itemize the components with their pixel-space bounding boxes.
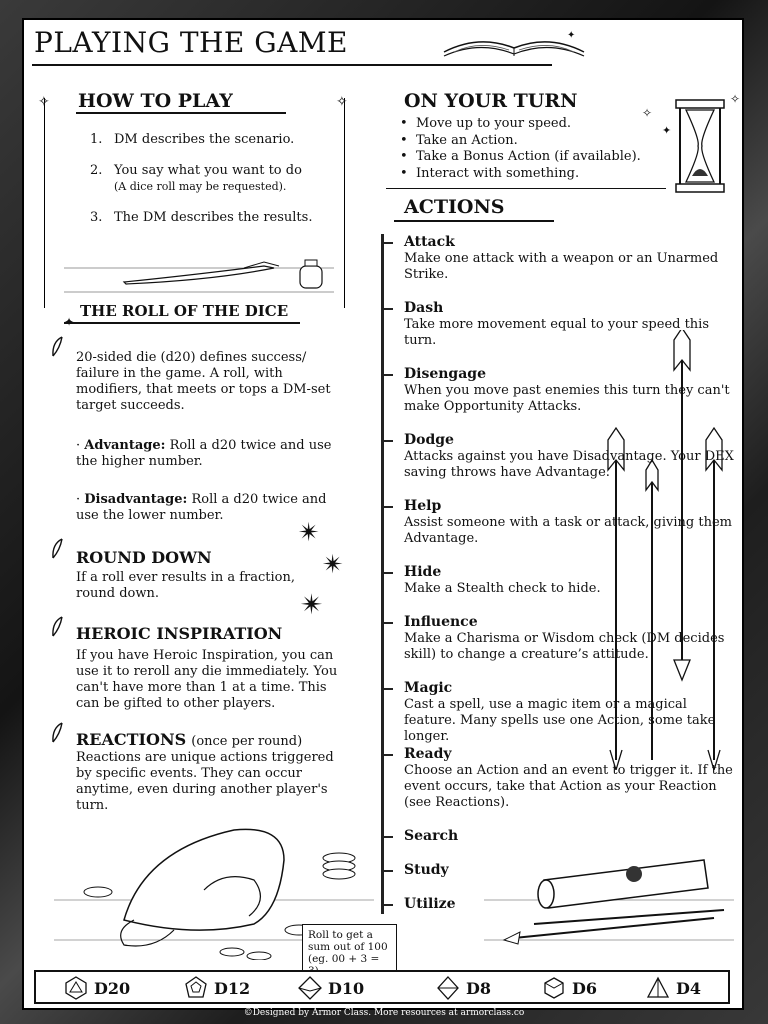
action-description: Make a Stealth check to hide. — [404, 581, 601, 596]
action-description: When you move past enemies this turn they can't make Opportunity Attacks. — [404, 383, 730, 414]
on-your-turn-list — [400, 116, 660, 182]
action-name: Hide — [404, 564, 442, 580]
star-icon: ✧ — [730, 92, 741, 106]
action-name: Help — [404, 498, 442, 514]
svg-text:✦: ✦ — [567, 30, 576, 41]
die-d20: D20 — [64, 976, 130, 1000]
title-rule — [32, 64, 552, 66]
quill-icon — [50, 616, 64, 638]
action-tick — [381, 572, 393, 574]
quill-icon — [50, 538, 64, 560]
heroic-inspiration-heading: HEROIC INSPIRATION — [76, 624, 283, 643]
action-item — [404, 498, 734, 547]
quill-ink-illustration — [64, 248, 334, 298]
heroic-inspiration-text: If you have Heroic Inspiration, you can use it to reroll any die immediately. You can't have more than 1 at a time. This can be gifted to other players. — [76, 648, 338, 711]
shuriken-icon: ✴ — [322, 550, 344, 580]
heading-rule — [394, 220, 554, 222]
d12-icon — [184, 976, 208, 1000]
how-to-play-steps — [90, 132, 340, 241]
die-d10: D10 — [298, 976, 364, 1000]
heading-rule — [64, 322, 300, 324]
star-icon: ✧ — [38, 94, 50, 110]
die-d8: D8 — [436, 976, 491, 1000]
how-to-play-frame-right — [344, 98, 345, 308]
turn-item: • Take an Action. — [400, 133, 660, 150]
action-tick — [381, 622, 393, 624]
reactions-heading-row: REACTIONS (once per round) — [76, 730, 303, 749]
action-item — [404, 300, 734, 349]
action-description: Cast a spell, use a magic item or a magical feature. Many spells use one Action, some take longer. — [404, 697, 716, 744]
action-description: Attacks against you have Disadvantage. Your DEX saving throws have Advantage. — [404, 449, 734, 480]
action-item — [404, 680, 734, 745]
action-name: Search — [404, 828, 459, 844]
d6-icon — [542, 976, 566, 1000]
percentile-roll-note: Roll to get a sum out of 100 (eg. 00 + 3 = — [302, 924, 397, 972]
star-icon: ✦ — [662, 124, 672, 137]
scroll-illustration — [484, 840, 734, 955]
action-name: Magic — [404, 680, 453, 696]
shuriken-icon: ✴ — [298, 518, 320, 548]
action-tick — [381, 506, 393, 508]
actions-heading: ACTIONS — [404, 196, 505, 218]
d4-icon — [646, 976, 670, 1000]
action-tick — [381, 904, 393, 906]
d10-icon — [298, 976, 322, 1000]
action-item — [404, 234, 734, 283]
heading-rule — [76, 112, 286, 114]
action-tick — [381, 440, 393, 442]
action-name: Study — [404, 862, 449, 878]
roll-of-dice-heading: THE ROLL OF THE DICE — [80, 302, 289, 320]
action-description: Assist someone with a task or attack, giving them Advantage. — [404, 515, 732, 546]
action-tick — [381, 754, 393, 756]
action-tick — [381, 836, 393, 838]
action-name: Utilize — [404, 896, 456, 912]
die-d12: D12 — [184, 976, 250, 1000]
star-icon: ✧ — [336, 94, 348, 110]
quill-icon — [50, 336, 64, 358]
page-title: PLAYING THE GAME — [34, 26, 348, 59]
turn-item: • Move up to your speed. — [400, 116, 660, 133]
quill-icon — [50, 722, 64, 744]
die-d6: D6 — [542, 976, 597, 1000]
action-name: Attack — [404, 234, 455, 250]
action-name: Dodge — [404, 432, 454, 448]
step-item: 3. The DM describes the results. — [90, 210, 313, 225]
round-down-heading: ROUND DOWN — [76, 548, 212, 567]
die-d4: D4 — [646, 976, 701, 1000]
action-name: Ready — [404, 746, 452, 762]
action-item — [404, 614, 734, 663]
action-tick — [381, 374, 393, 376]
action-tick — [381, 688, 393, 690]
action-item — [404, 432, 734, 481]
action-item — [404, 564, 734, 597]
round-down-text: If a roll ever results in a fraction, round down. — [76, 570, 295, 601]
open-book-icon — [439, 28, 589, 58]
action-description: Take more movement equal to your speed this turn. — [404, 317, 710, 348]
action-description: Make a Charisma or Wisdom check (DM decides skill) to change a creature’s attitude. — [404, 631, 725, 662]
hourglass-icon — [672, 96, 728, 196]
how-to-play-heading: HOW TO PLAY — [78, 90, 233, 112]
action-item — [404, 746, 734, 811]
actions-rail — [381, 234, 384, 914]
reactions-text: Reactions are unique actions triggered by specific events. They can occur anytime, even during another player's turn. — [76, 750, 334, 813]
action-description: Choose an Action and an event to trigger it. If the event occurs, take that Action as your Reaction (see Reactions). — [404, 763, 733, 810]
turn-item: • Take a Bonus Action (if available). — [400, 149, 660, 166]
disadvantage-rule: · Disadvantage: Roll a d20 twice and use the lower number. — [76, 492, 327, 523]
action-name: Dash — [404, 300, 444, 316]
advantage-rule: · Advantage: Roll a d20 twice and use the higher number. — [76, 438, 332, 469]
step-item: 1. DM describes the scenario. — [90, 132, 295, 147]
shuriken-icon: ✴ — [300, 588, 324, 621]
d8-icon — [436, 976, 460, 1000]
action-name: Disengage — [404, 366, 486, 382]
action-tick — [381, 870, 393, 872]
footer-credit: ©Designed by Armor Class. More resources at armorclass.co — [243, 1008, 525, 1018]
how-to-play-frame-left — [44, 98, 45, 308]
step-item: 2. You say what you want to do (A dice roll may be requested). — [90, 163, 302, 193]
star-icon: ✧ — [642, 106, 653, 120]
dice-bar — [34, 970, 730, 1004]
action-tick — [381, 308, 393, 310]
action-description: Make one attack with a weapon or an Unarmed Strike. — [404, 251, 719, 282]
turn-item: • Interact with something. — [400, 166, 660, 183]
content-panel — [22, 18, 744, 1010]
roll-of-dice-intro: 20-sided die (d20) defines success/ failure in the game. A roll, with modifiers, that meets or tops a DM-set target succeeds. — [76, 350, 331, 413]
on-your-turn-heading: ON YOUR TURN — [404, 90, 578, 112]
action-tick — [381, 242, 393, 244]
action-item — [404, 366, 734, 415]
d20-icon — [64, 976, 88, 1000]
turn-rule — [386, 188, 666, 189]
action-name: Influence — [404, 614, 478, 630]
star-icon: ✦ — [64, 315, 75, 329]
